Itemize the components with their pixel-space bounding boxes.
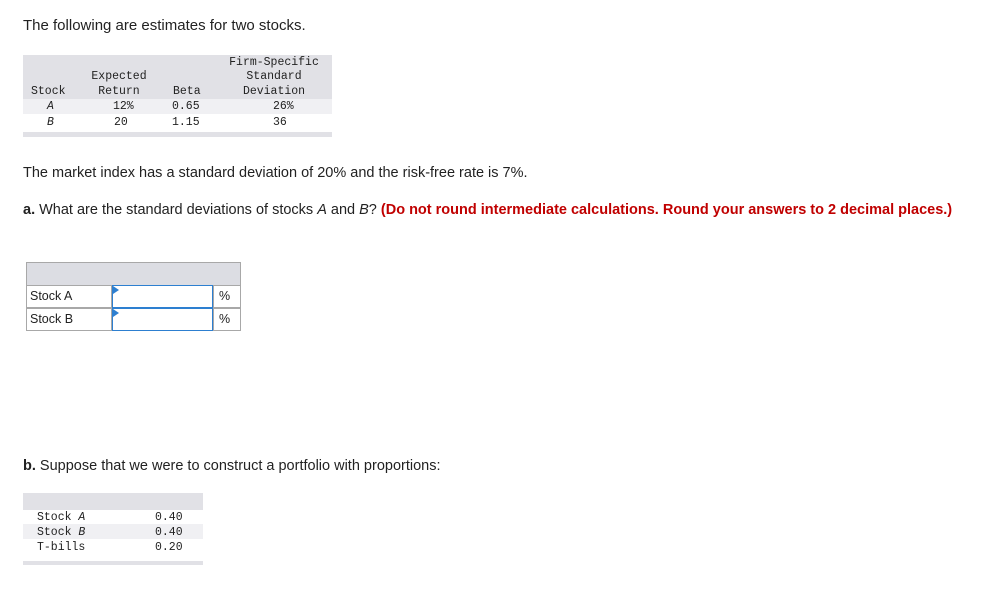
question-a-and: and <box>326 202 360 218</box>
portfolio-row-2-prefix: T-bills <box>37 541 86 554</box>
row-b-expected: 20 <box>114 116 128 129</box>
header-standard: Standard <box>246 70 302 83</box>
portfolio-table <box>23 493 203 567</box>
header-stock: Stock <box>31 85 66 98</box>
row-a-beta: 0.65 <box>172 100 200 113</box>
input-flag-icon <box>113 286 119 294</box>
portfolio-row-2-value: 0.20 <box>155 541 183 554</box>
header-expected: Expected <box>91 70 147 83</box>
answer-row-stock-a <box>26 285 241 308</box>
portfolio-row-0-value: 0.40 <box>155 511 183 524</box>
answer-unit-stock-a: % <box>213 285 241 308</box>
answer-table <box>26 262 241 331</box>
question-a-stock-a: A <box>317 202 327 218</box>
estimates-table <box>23 55 332 141</box>
question-a-label: a. <box>23 202 36 218</box>
row-a-expected: 12% <box>113 100 134 113</box>
row-a-stock: A <box>47 100 54 113</box>
answer-table-header <box>26 262 241 286</box>
answer-row-stock-b <box>26 308 241 331</box>
portfolio-row-1-value: 0.40 <box>155 526 183 539</box>
answer-input-stock-b-wrapper[interactable] <box>112 308 213 331</box>
row-b-beta: 1.15 <box>172 116 200 129</box>
question-b <box>23 458 441 474</box>
question-a <box>23 201 963 219</box>
input-flag-icon <box>113 309 119 317</box>
header-deviation: Deviation <box>242 85 306 98</box>
portfolio-row-1-prefix: Stock <box>37 526 79 539</box>
header-beta: Beta <box>173 85 201 98</box>
row-a-fsd: 26% <box>273 100 294 113</box>
header-firm-specific: Firm-Specific <box>229 56 319 69</box>
question-b-label: b. <box>23 458 36 474</box>
question-a-instruction: (Do not round intermediate calculations. Round your answers to 2 decimal places.) <box>376 202 953 218</box>
question-a-stock-b: B <box>359 202 369 218</box>
question-a-qmark: ? <box>368 202 377 218</box>
answer-input-stock-a-wrapper[interactable] <box>112 285 213 308</box>
answer-label-stock-a: Stock A <box>26 285 112 308</box>
market-text: The market index has a standard deviation of 20% and the risk-free rate is 7%. <box>23 165 528 181</box>
question-a-text: What are the standard deviations of stocks <box>35 202 318 218</box>
portfolio-row-2-name <box>37 541 85 554</box>
portfolio-header-bg <box>23 493 203 510</box>
answer-unit-stock-b: % <box>213 308 241 331</box>
header-return: Return <box>98 85 140 98</box>
portfolio-row-1-ital: B <box>78 526 86 539</box>
portfolio-row-0-prefix: Stock <box>37 511 79 524</box>
stock-a-sd-input[interactable] <box>113 286 212 307</box>
table-bottom-rule <box>23 132 332 137</box>
portfolio-row-1-name <box>37 526 85 539</box>
portfolio-bottom-rule <box>23 561 203 565</box>
stock-b-sd-input[interactable] <box>113 309 212 330</box>
portfolio-row-0-name <box>37 511 85 524</box>
answer-label-stock-b: Stock B <box>26 308 112 331</box>
intro-text: The following are estimates for two stocks. <box>23 17 306 34</box>
row-b-stock: B <box>47 116 54 129</box>
portfolio-row-0-ital: A <box>78 511 86 524</box>
row-b-fsd: 36 <box>273 116 287 129</box>
question-b-text: Suppose that we were to construct a portfolio with proportions: <box>35 458 441 474</box>
